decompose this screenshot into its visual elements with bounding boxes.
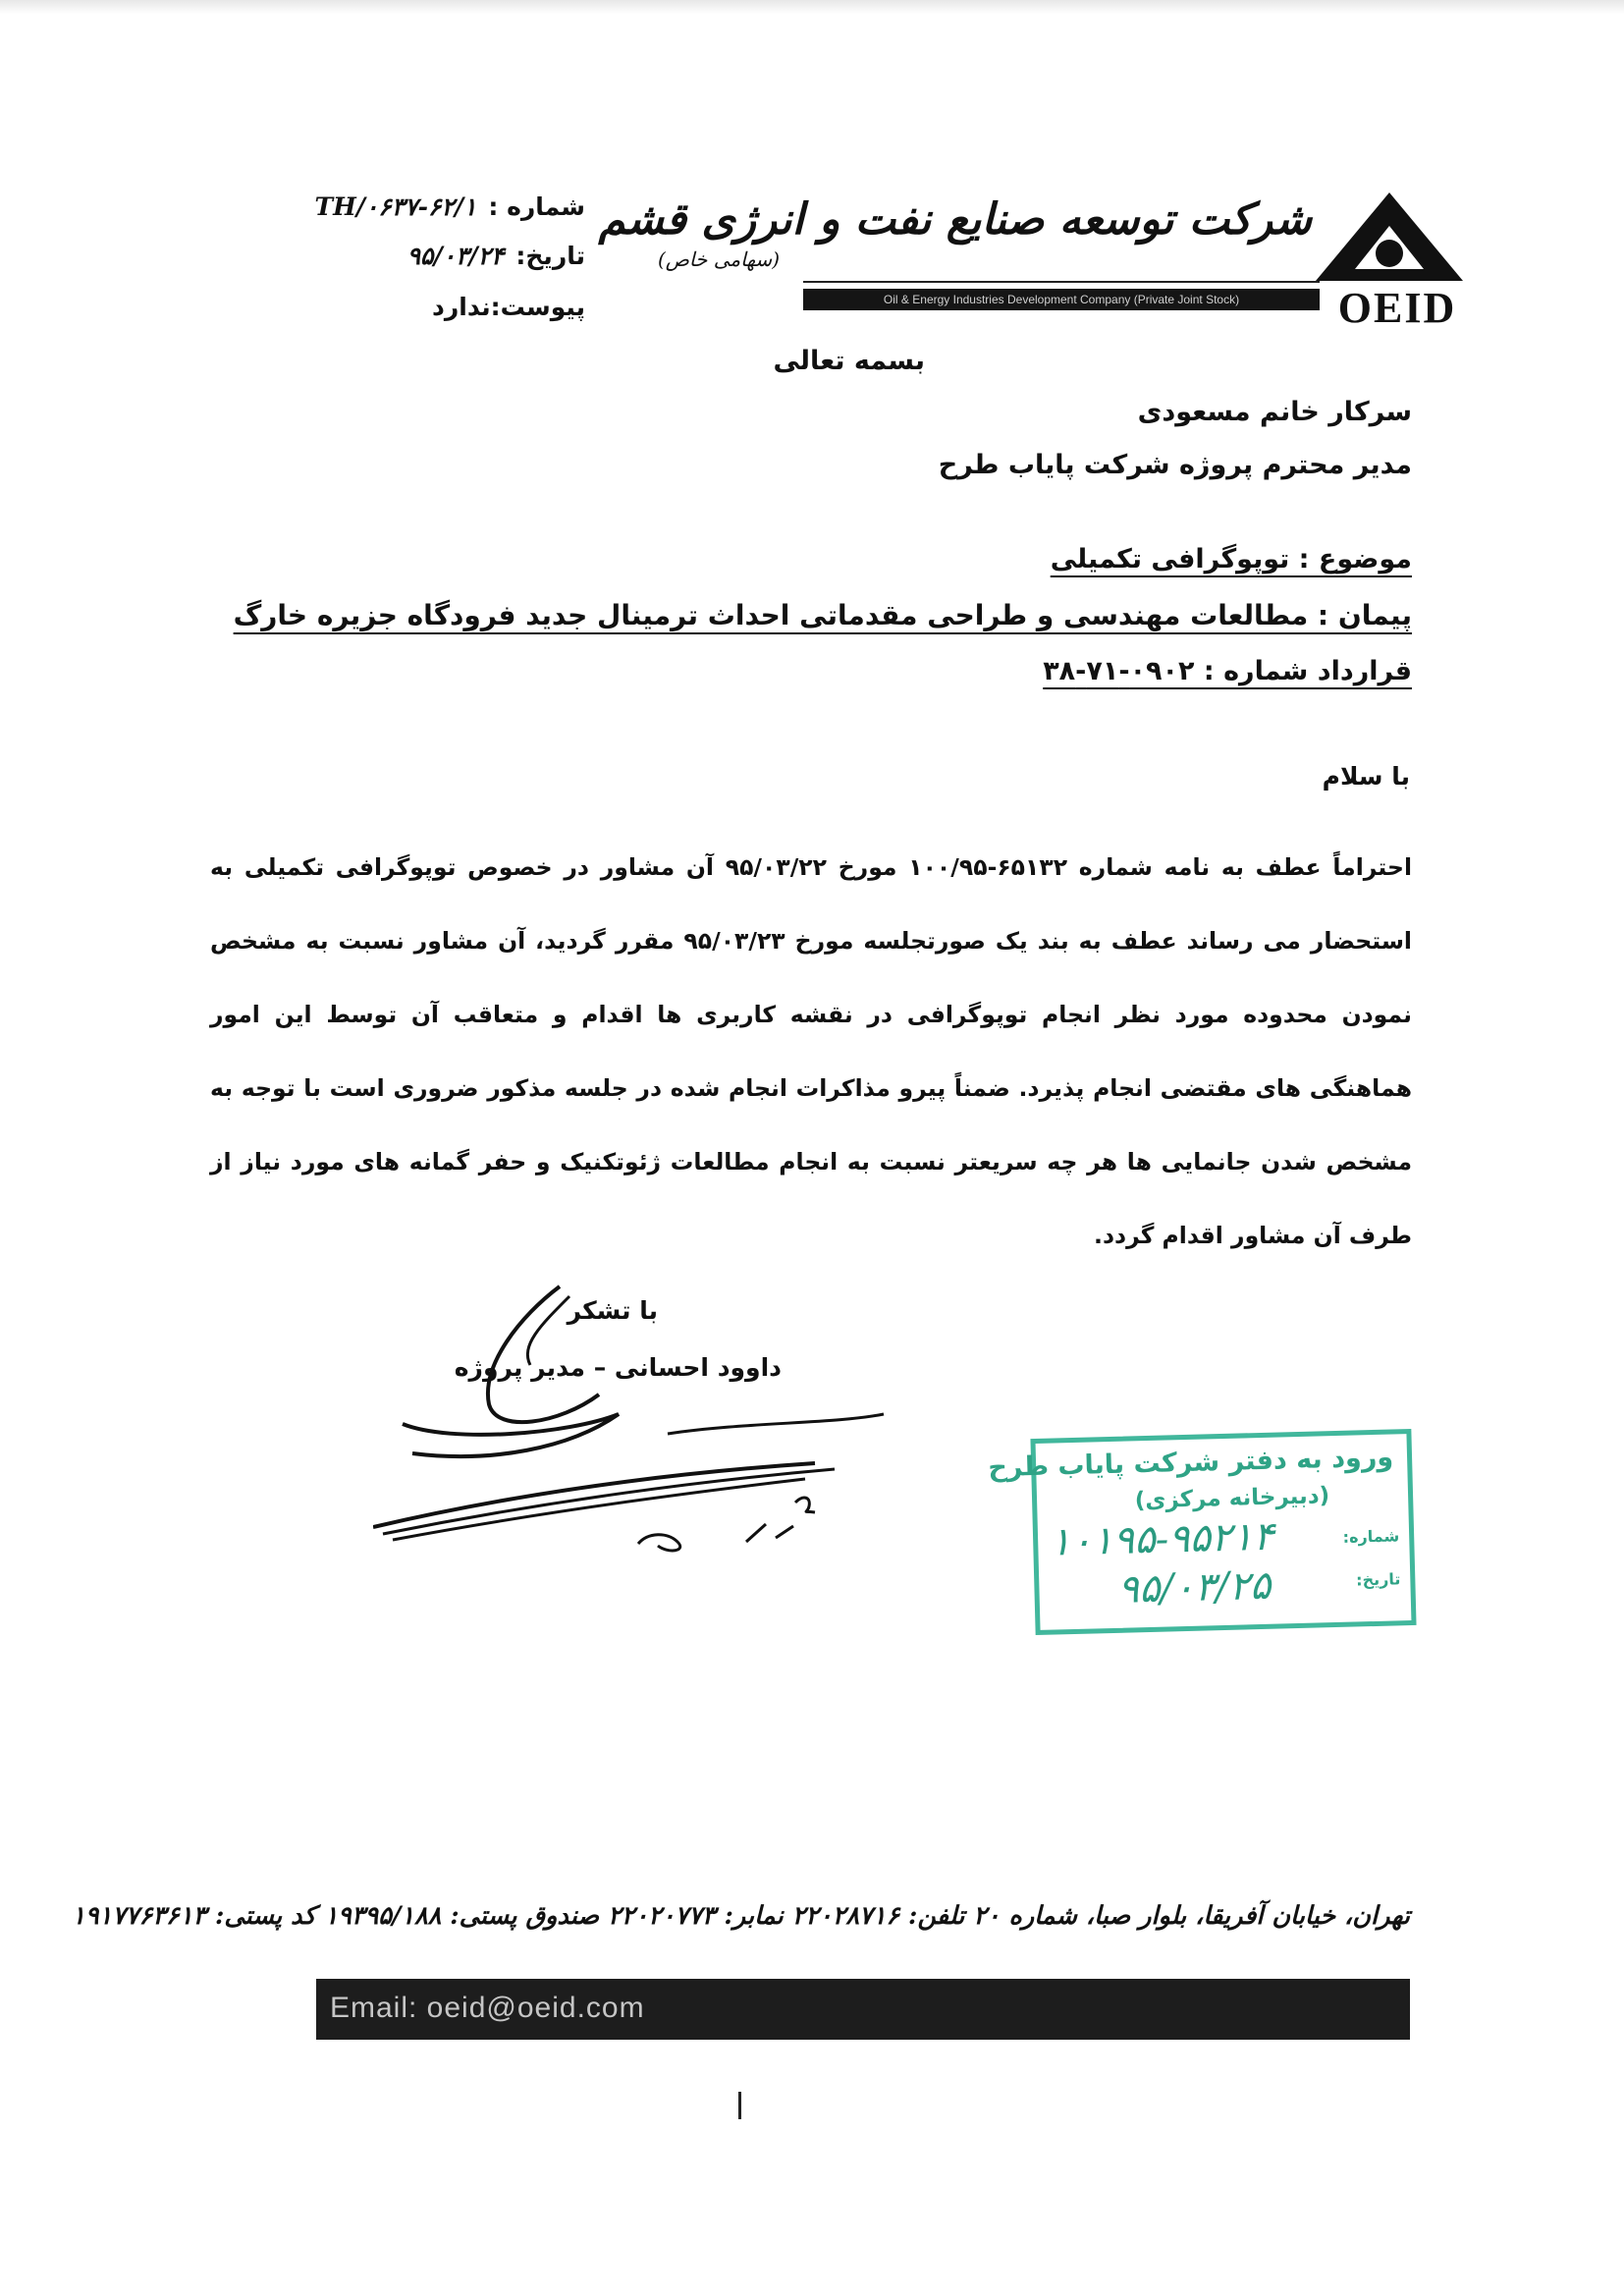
letter-date-value: ۹۵/۰۳/۲۴ (406, 242, 505, 270)
letter-body: احتراماً عطف به نامه شماره ۶۵۱۳۲-۱۰۰/۹۵ مورخ ۹۵/۰۳/۲۲ آن مشاور در خصوص توپوگرافی تکمیلی به استحضار می رساند عطف به بند یک صورتجلسه مورخ ۹۵/۰۳/۲۳ مقرر گردید، آن مشاور نسبت به مشخص نمودن محدوده مورد نظر انجام توپوگرافی در نقشه کاربری ها اقدام و متعاقب آن توسط این امور هماهنگی های مقتضی انجام پذیرد. ضمناً پیرو مذاکرات انجام شده در جلسه مذکور ضروری است با توجه به مشخص شدن جانمایی ها هر چه سریعتر نسبت به انجام مطالعات ژئوتکنیک و حفر گمانه های مورد نیاز از طرف آن مشاور اقدام گردد. (210, 853, 1412, 1249)
contract-line: پیمان : مطالعات مهندسی و طراحی مقدماتی احداث ترمینال جدید فرودگاه جزیره خارگ (233, 599, 1412, 631)
letter-number-value: ۶۲/۱-TH/۰۶۳۷ (314, 192, 477, 221)
subject-line: موضوع : توپوگرافی تکمیلی (1050, 544, 1412, 574)
closing: با تشکر (567, 1296, 658, 1325)
header-rule (803, 281, 1320, 283)
letter-number-label: شماره : (488, 192, 585, 221)
logo-text: OEID (1337, 284, 1457, 332)
receipt-stamp (987, 1429, 1416, 1635)
stamp-subtitle: (دبیرخانه مرکزی) (1134, 1483, 1330, 1514)
letter-number (315, 192, 585, 221)
recipient-name: سرکار خانم مسعودی (1137, 397, 1412, 427)
footer-address: تهران، خیابان آفریقا، بلوار صبا، شماره ۲۰ تلفن: ۲۲۰۲۸۷۱۶ نمابر: ۲۲۰۲۰۷۷۳ صندوق پستی: ۱۹۳۹۵/۱۸۸ کد پستی: ۱۹۱۷۷۶۳۶۱۳ (72, 1901, 1410, 1931)
stamp-title: ورود به دفتر شرکت پایاب طرح (987, 1442, 1394, 1484)
letter-attachment-value: ندارد (432, 293, 491, 321)
company-english-bar: Oil & Energy Industries Development Company (Private Joint Stock) (803, 289, 1320, 310)
letter-date (407, 242, 585, 270)
footer-email: Email: oeid@oeid.com (330, 1992, 645, 2024)
scan-top-edge (0, 0, 1624, 14)
stamp-date-value: ۹۵/۰۳/۲۵ (1116, 1562, 1272, 1613)
stamp-date-label: تاریخ: (1355, 1569, 1401, 1590)
recipient-title: مدیر محترم پروژه شرکت پایاب طرح (938, 450, 1412, 480)
letter-attachment-label: پیوست: (490, 293, 585, 321)
basmala: بسمه تعالی (773, 346, 925, 376)
letter-date-label: تاریخ: (515, 242, 585, 270)
scan-mark (738, 2092, 741, 2119)
handwritten-mark-icon (628, 1483, 825, 1561)
stamp-number-label: شماره: (1342, 1526, 1400, 1547)
company-type: (سهامی خاص) (657, 247, 780, 271)
greeting: با سلام (1322, 762, 1410, 791)
company-name: شرکت توسعه صنایع نفت و انرژی قشم (598, 194, 1312, 245)
contract-number: قرارداد شماره : ۰۹۰۲-۷۱-۳۸ (1043, 656, 1412, 686)
stamp-number-value: ۱۰۱۹۵-۹۵۲۱۴ (1049, 1513, 1275, 1565)
letter-attachment (432, 293, 585, 321)
signer-name: داوود احسانی – مدیر پروژه (454, 1353, 782, 1382)
